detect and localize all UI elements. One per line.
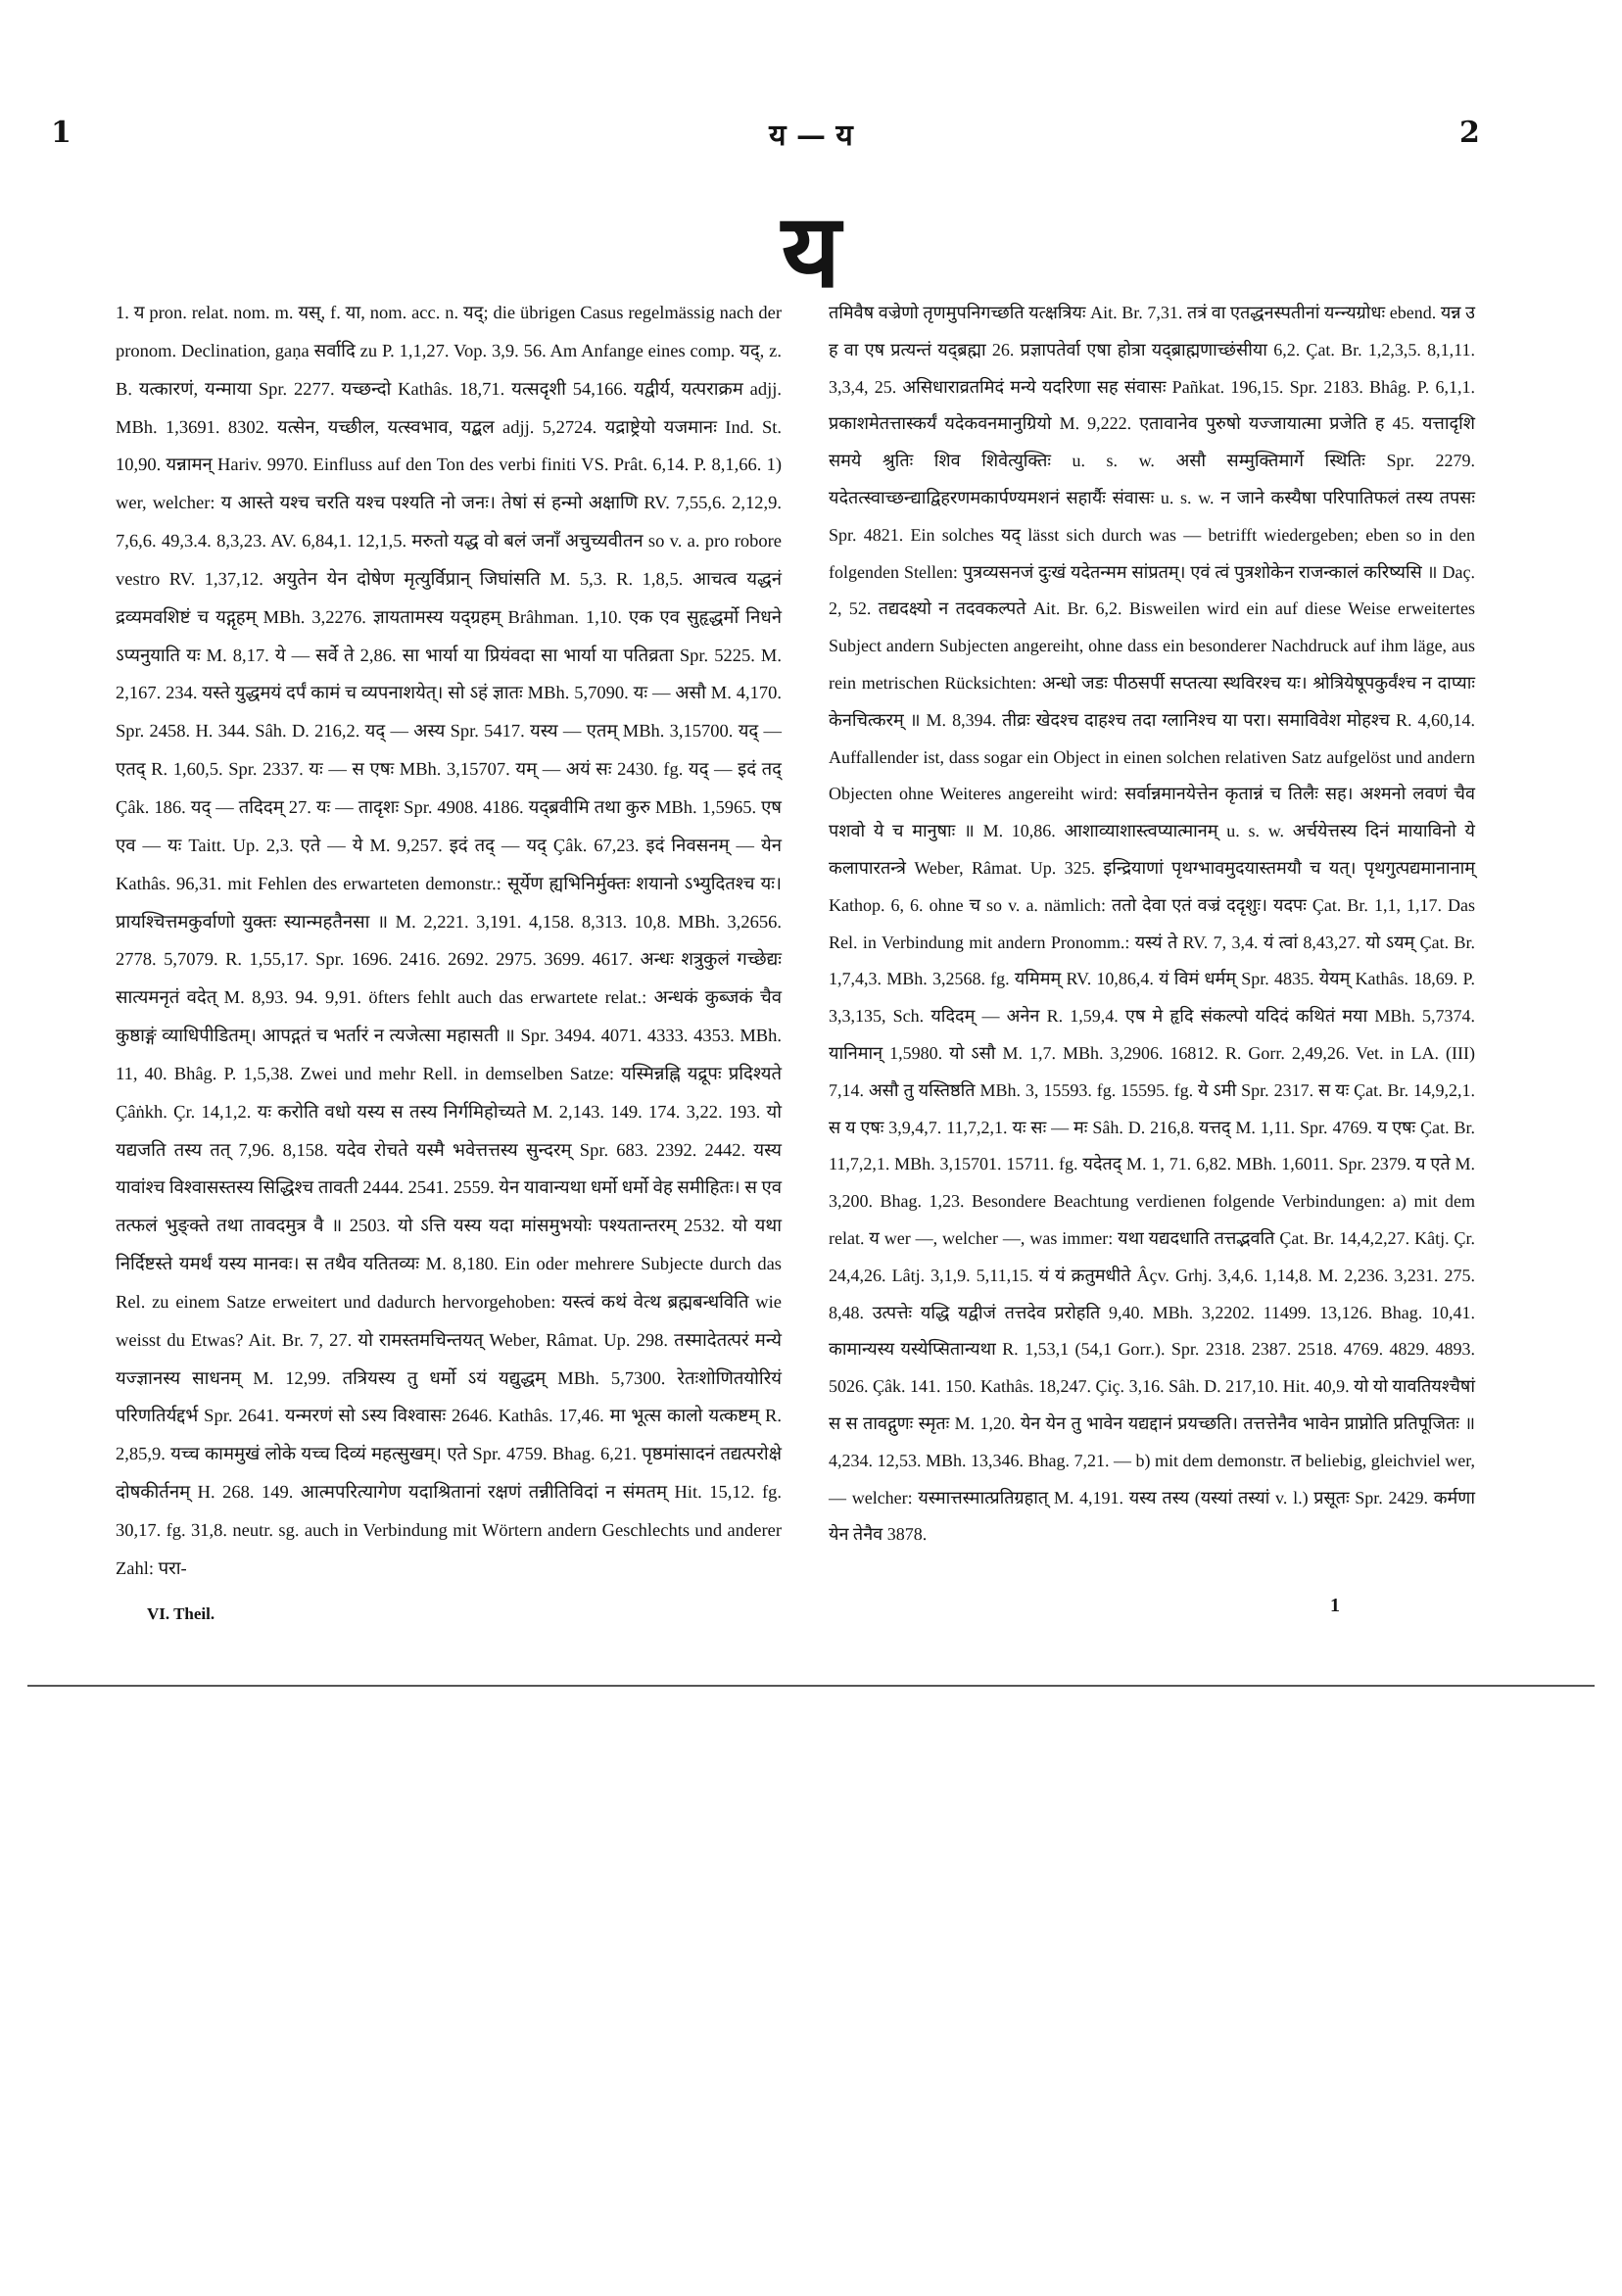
page-number-left: 1: [51, 116, 72, 150]
part-label: VI. Theil.: [147, 1604, 215, 1623]
running-head: य — य: [769, 119, 853, 153]
bottom-rule: [27, 1685, 1595, 1687]
sheet-number: 1: [1330, 1595, 1340, 1616]
entry-text-left: 1. य pron. relat. nom. m. यस्, f. या, nom. acc. n. यद्; die übrigen Casus regelmässig nach der pronom. Declination, gaṇa सर्वादि zu P. 1,1,27. Vop. 3,9. 56. Am Anfange eines comp. यद्, z. B. यत्कारणं, यन्माया Spr. 2277. यच्छन्दो Kathâs. 18,71. यत्सदृशी 54,166. यद्वीर्य, यत्पराक्रम adjj. MBh. 1,3691. 8302. यत्सेन, यच्छील, यत्स्वभाव, यद्बल adjj. 5,2724. यद्राष्ट्रेयो यजमानः Ind. St. 10,90. यन्नामन् Hariv. 9970. Einfluss auf den Ton des verbi finiti VS. Prât. 6,14. P. 8,1,66. 1) wer, welcher: य आस्ते यश्च चरति यश्च पश्यति नो जनः। तेषां सं हन्मो अक्षाणि RV. 7,55,6. 2,12,9. 7,6,6. 49,3.4. 8,3,23. AV. 6,84,1. 12,1,5. मरुतो यद्ध वो बलं जनाँ अचुच्यवीतन so v. a. pro robore vestro RV. 1,37,12. अयुतेन येन दोषेण मृत्युर्विप्रान् जिघांसति M. 5,3. R. 1,8,5. आचत्व यद्धनं द्रव्यमवशिष्टं च यद्गृहम् MBh. 3,2276. ज्ञायतामस्य यद्ग्रहम् Brâhman. 1,10. एक एव सुहृद्धर्मो निधने ऽप्यनुयाति यः M. 8,17. ये — सर्वे ते 2,86. सा भार्या या प्रियंवदा सा भार्या या पतिव्रता Spr. 5225. M. 2,167. 234. यस्ते युद्धमयं दर्पं कामं च व्यपनाशयेत्। सो ऽहं ज्ञातः MBh. 5,7090. यः — असौ M. 4,170. Spr. 2458. H. 344. Sâh. D. 216,2. यद् — अस्य Spr. 5417. यस्य — एतम् MBh. 3,15700. यद् — एतद् R. 1,60,5. Spr. 2337. यः — स एषः MBh. 3,15707. यम् — अयं सः 2430. fg. यद् — इदं तद् Çâk. 186. यद् — तदिदम् 27. यः — तादृशः Spr. 4908. 4186. यद्ब्रवीमि तथा कुरु MBh. 1,5965. एष एव — यः Taitt. Up. 2,3. एते — ये M. 9,257. इदं तद् — यद् Çâk. 67,23. इदं निवसनम् — येन Kathâs. 96,31. mit Fehlen des erwarteten demonstr.: सूर्येण ह्यभिनिर्मुक्तः शयानो ऽभ्युदितश्च यः। प्रायश्चित्तमकुर्वाणो युक्तः स्यान्महतैनसा ॥ M. 2,221. 3,191. 4,158. 8,313. 10,8. MBh. 3,2656. 2778. 5,7079. R. 1,55,17. Spr. 1696. 2416. 2692. 2975. 3699. 4617. अन्धः शत्रुकुलं गच्छेद्यः सात्यमनृतं वदेत् M. 8,93. 94. 9,91. öfters fehlt auch das erwartete relat.: अन्धकं कुब्जकं चैव कुष्ठाङ्गं व्याधिपीडितम्। आपद्गतं च भर्तारं न त्यजेत्सा महासती ॥ Spr. 3494. 4071. 4333. 4353. MBh. 11, 40. Bhâg. P. 1,5,38. Zwei und mehr Rell. in demselben Satze: यस्मिन्नह्नि यद्रूपः प्रदिश्यते Çâṅkh. Çr. 14,1,2. यः करोति वधो यस्य स तस्य निर्गमिहोच्यते M. 2,143. 149. 174. 3,22. 193. यो यद्यजति तस्य तत् 7,96. 8,158. यदेव रोचते यस्मै भवेत्तत्तस्य सुन्दरम् Spr. 683. 2392. 2442. यस्य यावांश्च विश्वासस्तस्य सिद्धिश्च तावती 2444. 2541. 2559. येन यावान्यथा धर्मो धर्मो वेह समीहितः। स एव तत्फलं भुङ्क्ते तथा तावदमुत्र वै ॥ 2503. यो ऽत्ति यस्य यदा मांसमुभयोः पश्यतान्तरम् 2532. यो यथा निर्दिष्टस्ते यमर्थं यस्य मानवः। स तथैव यतितव्यः M. 8,180. Ein oder mehrere Subjecte durch das Rel. zu einem Satze erweitert und dadurch hervorgehoben: यस्त्वं कथं वेत्थ ब्रह्मबन्धविति wie weisst du Etwas? Ait. Br. 7, 27. यो रामस्तमचिन्तयत् Weber, Râmat. Up. 298. तस्मादेतत्परं मन्ये यज्ज्ञानस्य साधनम् M. 12,99. तत्रियस्य तु धर्मो ऽयं यद्युद्धम् MBh. 5,7300. रेतःशोणितयोरियं परिणतिर्यद्दर्भ Spr. 2641. यन्मरणं सो ऽस्य विश्वासः 2646. Kathâs. 17,46. मा भूत्स कालो यत्कष्टम् R. 2,85,9. यच्च काममुखं लोके यच्च दिव्यं महत्सुखम्। एते Spr. 4759. Bhag. 6,21. पृष्ठमांसादनं तद्यत्परोक्षे दोषकीर्तनम् H. 268. 149. आत्मपरित्यागेण यदाश्रितानां रक्षणं तन्नीतिविदां न संमतम् Hit. 15,12. fg. 30,17. fg. 31,8. neutr. sg. auch in Verbindung mit Wörtern andern Geschlechts und anderer Zahl: परा-: [116, 304, 782, 1579]
section-letter-heading: य: [781, 190, 841, 311]
page-number-right: 2: [1459, 116, 1480, 150]
column-right: [829, 295, 1475, 1554]
entry-text-right: तमिवैष वज्रेणो तृणमुपनिगच्छति यत्क्षत्रियः Ait. Br. 7,31. तत्रं वा एतद्धनस्पतीनां यन्न्यग्रोधः ebend. यन्न उ ह वा एष प्रत्यन्तं यद्ब्रह्मा 26. प्रज्ञापतेर्वा एषा होत्रा यद्ब्राह्मणाच्छंसीया 6,2. Çat. Br. 1,2,3,5. 8,1,11. 3,3,4, 25. असिधाराव्रतमिदं मन्ये यदरिणा सह संवासः Pañkat. 196,15. Spr. 2183. Bhâg. P. 6,1,1. प्रकाशमेतत्तास्कर्यं यदेकवनमानुग्रियो M. 9,222. एतावानेव पुरुषो यज्जायात्मा प्रजेति ह 45. यत्तादृशि समये श्रुतिः शिव शिवेत्युक्तिः u. s. w. असौ सम्मुक्तिमार्गे स्थितिः Spr. 2279. यदेतत्स्वाच्छन्द्याद्विहरणमकार्पण्यमशनं सहार्यैः संवासः u. s. w. न जाने कस्यैषा परिपातिफलं तस्य तपसः Spr. 4821. Ein solches यद् lässt sich durch was — betrifft wiedergeben; eben so in den folgenden Stellen: पुत्रव्यसनजं दुःखं यदेतन्मम सांप्रतम्। एवं त्वं पुत्रशोकेन राजन्कालं करिष्यसि ॥ Daç. 2, 52. तद्यदक्ष्यो न तदवकल्पते Ait. Br. 6,2. Bisweilen wird ein auf diese Weise erweitertes Subject andern Subjecten angereiht, ohne dass ein besonderer Nachdruck auf ihm läge, aus rein metrischen Rücksichten: अन्धो जडः पीठसर्पी सप्तत्या स्थविरश्च यः। श्रोत्रियेषूपकुर्वंश्च न दाप्याः केनचित्करम् ॥ M. 8,394. तीव्रः खेदश्च दाहश्च तदा ग्लानिश्च या परा। समाविवेश मोहश्च R. 4,60,14. Auffallender ist, dass sogar ein Object in einen solchen relativen Satz aufgelöst und andern Objecten ohne Weiteres angereiht wird: सर्वान्नमानयेत्तेन कृतान्नं च तिलैः सह। अश्मनो लवणं चैव पशवो ये च मानुषाः ॥ M. 10,86. आशाव्याशास्त्वप्यात्मानम् u. s. w. अर्चयेत्तस्य दिनं मायाविनो ये कलापारतन्त्रे Weber, Râmat. Up. 325. इन्द्रियाणां पृथग्भावमुदयास्तमयौ च यत्। पृथगुत्पद्यमानानाम् Kathop. 6, 6. ohne च so v. a. nämlich: ततो देवा एतं वज्रं ददृशुः। यदपः Çat. Br. 1,1, 1,17. Das Rel. in Verbindung mit andern Pronomm.: यस्यं ते RV. 7, 3,4. यं त्वां 8,43,27. यो ऽयम् Çat. Br. 1,7,4,3. MBh. 3,2568. fg. यमिमम् RV. 10,86,4. यं विमं धर्मम् Spr. 4835. येयम् Kathâs. 18,69. P. 3,3,135, Sch. यदिदम् — अनेन R. 1,59,4. एष मे हृदि संकल्पो यदिदं कथितं मया MBh. 5,7374. यानिमान् 1,5980. यो ऽसौ M. 1,7. MBh. 3,2906. 16812. R. Gorr. 2,49,26. Vet. in LA. (III) 7,14. असौ तु यस्तिष्ठति MBh. 3, 15593. fg. 15595. fg. ये ऽमी Spr. 2317. स यः Çat. Br. 14,9,2,1. स य एषः 3,9,4,7. 11,7,2,1. यः सः — मः Sâh. D. 216,8. यत्तद् M. 1,11. Spr. 4769. य एषः Çat. Br. 11,7,2,1. MBh. 3,15701. 15711. fg. यदेतद् M. 1, 71. 6,82. MBh. 1,6011. Spr. 2379. य एते M. 3,200. Bhag. 1,23. Besondere Beachtung verdienen folgende Verbindungen: a) mit dem relat. य wer —, welcher —, was immer: यथा यद्यदधाति तत्तद्भवति Çat. Br. 14,4,2,27. Kâtj. Çr. 24,4,26. Lâtj. 3,1,9. 5,11,15. यं यं क्रतुमधीते Âçv. Grhj. 3,4,6. 1,14,8. M. 2,236. 3,231. 275. 8,48. उत्पत्तेः यद्धि यद्वीजं तत्तदेव प्ररोहति 9,40. MBh. 3,2202. 11499. 13,126. Bhag. 10,41. कामान्यस्य यस्येप्सितान्यथा R. 1,53,1 (54,1 Gorr.). Spr. 2318. 2387. 2518. 4769. 4829. 4893. 5026. Çâk. 141. 150. Kathâs. 18,247. Çiç. 3,16. Sâh. D. 217,10. Hit. 40,9. यो यो यावतियश्चैषां स स तावद्गुणः स्मृतः M. 1,20. येन येन तु भावेन यद्यद्दानं प्रयच्छति। तत्तत्तेनैव भावेन प्राप्नोति प्रतिपूजितः ॥ 4,234. 12,53. MBh. 13,346. Bhag. 7,21. — b) mit dem demonstr. त beliebig, gleichviel wer, — welcher: यस्मात्तस्मात्प्रतिग्रहात् M. 4,191. यस्य तस्य (यस्यां तस्यां v. l.) प्रसूतः Spr. 2429. कर्मणा येन तेनैव 3878.: [829, 303, 1475, 1545]
column-left: [116, 295, 782, 1589]
